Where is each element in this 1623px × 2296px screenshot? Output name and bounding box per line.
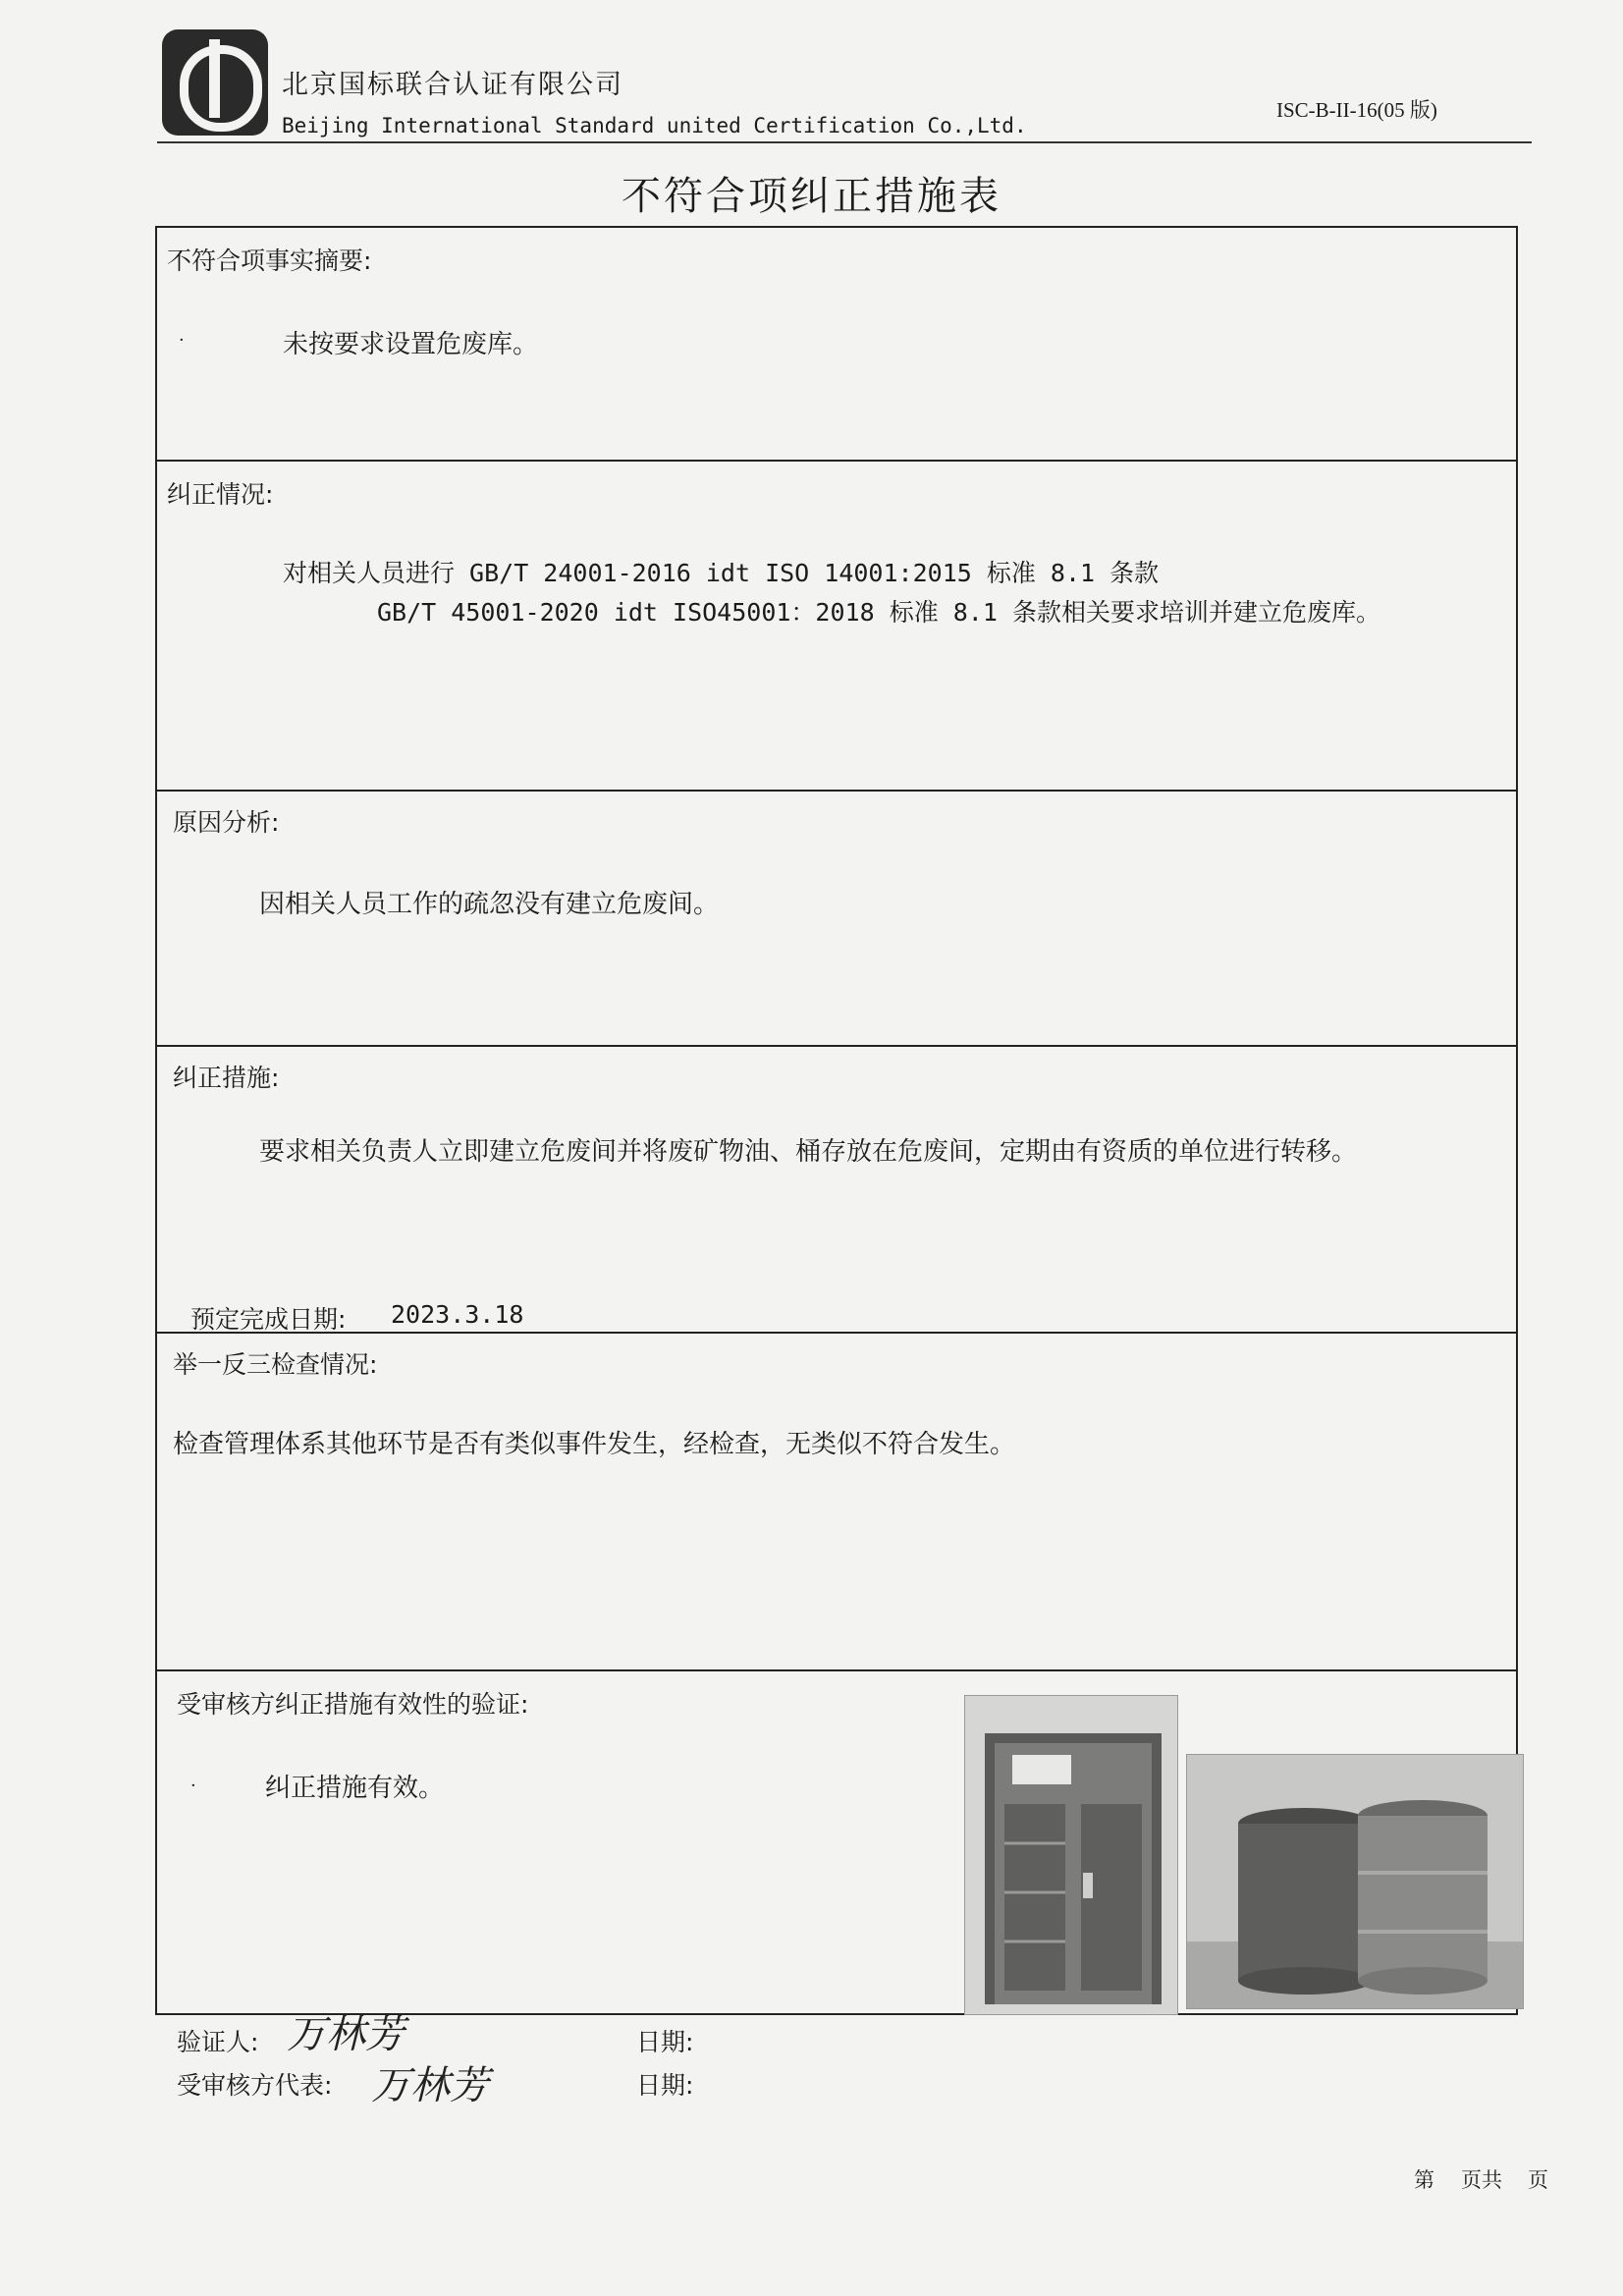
correction-line-1: 对相关人员进行 GB/T 24001-2016 idt ISO 14001:2015 标准 8.1 条款 <box>283 559 1160 587</box>
company-logo-icon <box>162 29 268 136</box>
page-label-first: 第 <box>1414 2168 1434 2192</box>
header-divider <box>157 141 1532 143</box>
representative-label: 受审核方代表: <box>177 2071 333 2100</box>
corrective-action-text: 要求相关负责人立即建立危废间并将废矿物油、桶存放在危废间，定期由有资质的单位进行转移。 <box>259 1137 1358 1167</box>
cause-text: 因相关人员工作的疏忽没有建立危废间。 <box>259 890 720 919</box>
company-name-cn: 北京国标联合认证有限公司 <box>282 70 623 100</box>
company-name-en: Beijing International Standard united Certification Co.,Ltd. <box>282 114 1027 137</box>
extension-check-label: 举一反三检查情况: <box>173 1350 378 1379</box>
page-label-last: 页 <box>1528 2168 1548 2192</box>
section-divider <box>155 1332 1518 1334</box>
bullet-dot: · <box>190 1776 196 1796</box>
form-code: ISC-B-II-16(05 版) <box>1276 98 1437 122</box>
cause-label: 原因分析: <box>173 808 280 837</box>
representative-date-label: 日期: <box>636 2071 694 2100</box>
bullet-dot: · <box>179 330 185 351</box>
extension-check-text: 检查管理体系其他环节是否有类似事件发生，经检查，无类似不符合发生。 <box>173 1430 1016 1459</box>
door-photo <box>964 1695 1178 2015</box>
correction-label: 纠正情况: <box>167 480 274 509</box>
section-divider <box>155 460 1518 462</box>
correction-line-2: GB/T 45001-2020 idt ISO45001：2018 标准 8.1 条款相关要求培训并建立危废库。 <box>377 598 1380 627</box>
page-title: 不符合项纠正措施表 <box>622 174 1001 219</box>
due-date-value: 2023.3.18 <box>391 1300 524 1329</box>
verification-label: 受审核方纠正措施有效性的验证: <box>177 1690 529 1719</box>
verifier-signature: 万林芳 <box>287 2012 405 2057</box>
verifier-label: 验证人: <box>177 2028 259 2056</box>
corrective-action-label: 纠正措施: <box>173 1064 280 1092</box>
nonconformity-label: 不符合项事实摘要: <box>167 246 372 275</box>
page-label-middle: 页共 <box>1461 2168 1502 2192</box>
barrels-photo <box>1186 1754 1524 2009</box>
form-table <box>155 226 1518 2015</box>
representative-signature: 万林芳 <box>371 2063 489 2108</box>
verification-text: 纠正措施有效。 <box>265 1774 445 1803</box>
section-divider <box>155 1669 1518 1671</box>
section-divider <box>155 1045 1518 1047</box>
section-divider <box>155 790 1518 792</box>
due-date-label: 预定完成日期: <box>190 1305 347 1334</box>
nonconformity-text: 未按要求设置危废库。 <box>283 330 539 359</box>
verifier-date-label: 日期: <box>636 2028 694 2056</box>
